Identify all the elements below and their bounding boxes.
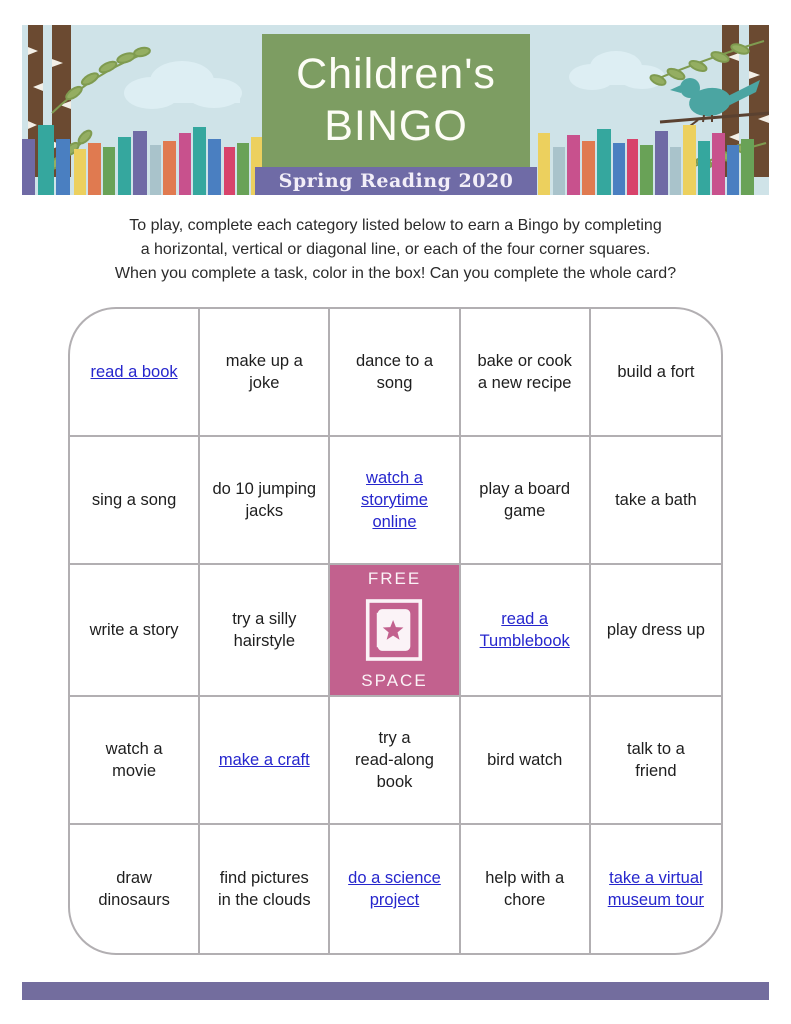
book-spine <box>538 133 550 195</box>
bingo-cell-label: dance to a song <box>355 351 434 392</box>
subtitle-text: Spring Reading 2020 <box>278 170 514 192</box>
book-spine <box>133 131 147 195</box>
book-spine <box>193 127 206 195</box>
book-spine <box>553 147 565 195</box>
book-spine <box>56 139 70 195</box>
book-spine <box>74 149 86 195</box>
instructions-line-1: To play, complete each category listed below to earn a Bingo by completing <box>129 217 662 234</box>
bingo-cell[interactable] <box>330 437 460 565</box>
bingo-cell <box>591 565 721 697</box>
book-spine <box>655 131 668 195</box>
subtitle-banner <box>255 167 537 195</box>
book-spine <box>567 135 580 195</box>
bingo-grid <box>68 307 723 955</box>
bingo-cell-label: sing a song <box>91 490 177 509</box>
book-spine <box>613 143 625 195</box>
bingo-cell[interactable] <box>591 825 721 953</box>
book-spine <box>179 133 191 195</box>
book-spine <box>118 137 131 195</box>
instructions <box>0 214 791 286</box>
bingo-cell-label: play a board game <box>479 479 571 520</box>
book-spine <box>237 143 249 195</box>
bingo-cell-label: bird watch <box>487 750 563 769</box>
title-line-1: Children's <box>296 50 496 99</box>
book-spine <box>150 145 161 195</box>
title-box <box>262 34 530 167</box>
bingo-cell-label: build a fort <box>617 362 695 381</box>
bingo-cell <box>591 309 721 437</box>
bingo-cell[interactable] <box>70 309 200 437</box>
bingo-cell <box>200 437 330 565</box>
book-spine <box>727 145 739 195</box>
bingo-cell <box>461 437 591 565</box>
bingo-cell <box>461 309 591 437</box>
bingo-cell-label: watch a movie <box>105 739 163 780</box>
bingo-cell <box>70 825 200 953</box>
bingo-cell <box>330 309 460 437</box>
bingo-cell <box>591 437 721 565</box>
book-spine <box>670 147 681 195</box>
footer-accent-bar <box>22 982 769 1000</box>
instructions-line-3: When you complete a task, color in the box! Can you complete the whole card? <box>114 265 677 282</box>
book-spine <box>741 139 754 195</box>
bingo-cell-label: make up a joke <box>225 351 303 392</box>
bingo-cell <box>200 309 330 437</box>
book-spine <box>627 139 638 195</box>
bingo-cell[interactable] <box>330 825 460 953</box>
free-space-content <box>361 569 427 691</box>
bingo-cell-link[interactable]: do a science project <box>348 868 441 909</box>
bingo-cell <box>200 825 330 953</box>
book-spine <box>597 129 611 195</box>
book-spine <box>683 125 696 195</box>
bingo-cell-label: help with a chore <box>485 868 565 909</box>
bingo-cell-link[interactable]: watch a storytime online <box>361 468 428 532</box>
bingo-cell-label: find pictures in the clouds <box>217 868 311 909</box>
bingo-cell-label: try a silly hairstyle <box>232 609 297 650</box>
bingo-cell-label: play dress up <box>606 620 705 639</box>
book-spine <box>163 141 176 195</box>
book-spine <box>88 143 101 195</box>
book-spine <box>582 141 595 195</box>
title-line-2: BINGO <box>324 101 468 150</box>
free-space-label-top: FREE <box>367 569 422 588</box>
bingo-cell <box>70 697 200 825</box>
bingo-cell-label: draw dinosaurs <box>98 868 170 909</box>
bingo-cell-link[interactable]: read a Tumblebook <box>479 609 570 650</box>
book-spine <box>38 125 54 195</box>
bingo-cell-link[interactable]: take a virtual museum tour <box>607 868 705 909</box>
bingo-cell-label: take a bath <box>615 490 697 509</box>
bingo-cell-label: do 10 jumping jacks <box>212 479 317 520</box>
bingo-cell[interactable] <box>200 697 330 825</box>
bingo-cell-label: talk to a friend <box>626 739 685 780</box>
instructions-line-2: a horizontal, vertical or diagonal line, or each of the four corner squares. <box>140 241 651 258</box>
book-spine <box>640 145 653 195</box>
free-space-label-bottom: SPACE <box>361 671 428 690</box>
bingo-cell-label: write a story <box>89 620 179 639</box>
book-spine <box>103 147 115 195</box>
bingo-cell <box>200 565 330 697</box>
bingo-cell-link[interactable]: read a book <box>90 362 178 381</box>
free-space-cell <box>330 565 460 697</box>
book-spine <box>224 147 235 195</box>
book-spine <box>22 139 35 195</box>
bingo-cell-label: bake or cook a new recipe <box>477 351 572 392</box>
bingo-cell <box>330 697 460 825</box>
bingo-cell <box>591 697 721 825</box>
bingo-cell-label: try a read-along book <box>355 728 434 792</box>
bingo-cell <box>461 697 591 825</box>
book-with-star-icon <box>365 598 423 662</box>
bingo-cell[interactable] <box>461 565 591 697</box>
book-spine <box>208 139 221 195</box>
book-spine <box>698 141 710 195</box>
bingo-cell <box>70 565 200 697</box>
bingo-cell <box>70 437 200 565</box>
book-spine <box>712 133 725 195</box>
header-banner <box>22 25 769 195</box>
bingo-cell-link[interactable]: make a craft <box>218 750 310 769</box>
bingo-cell <box>461 825 591 953</box>
